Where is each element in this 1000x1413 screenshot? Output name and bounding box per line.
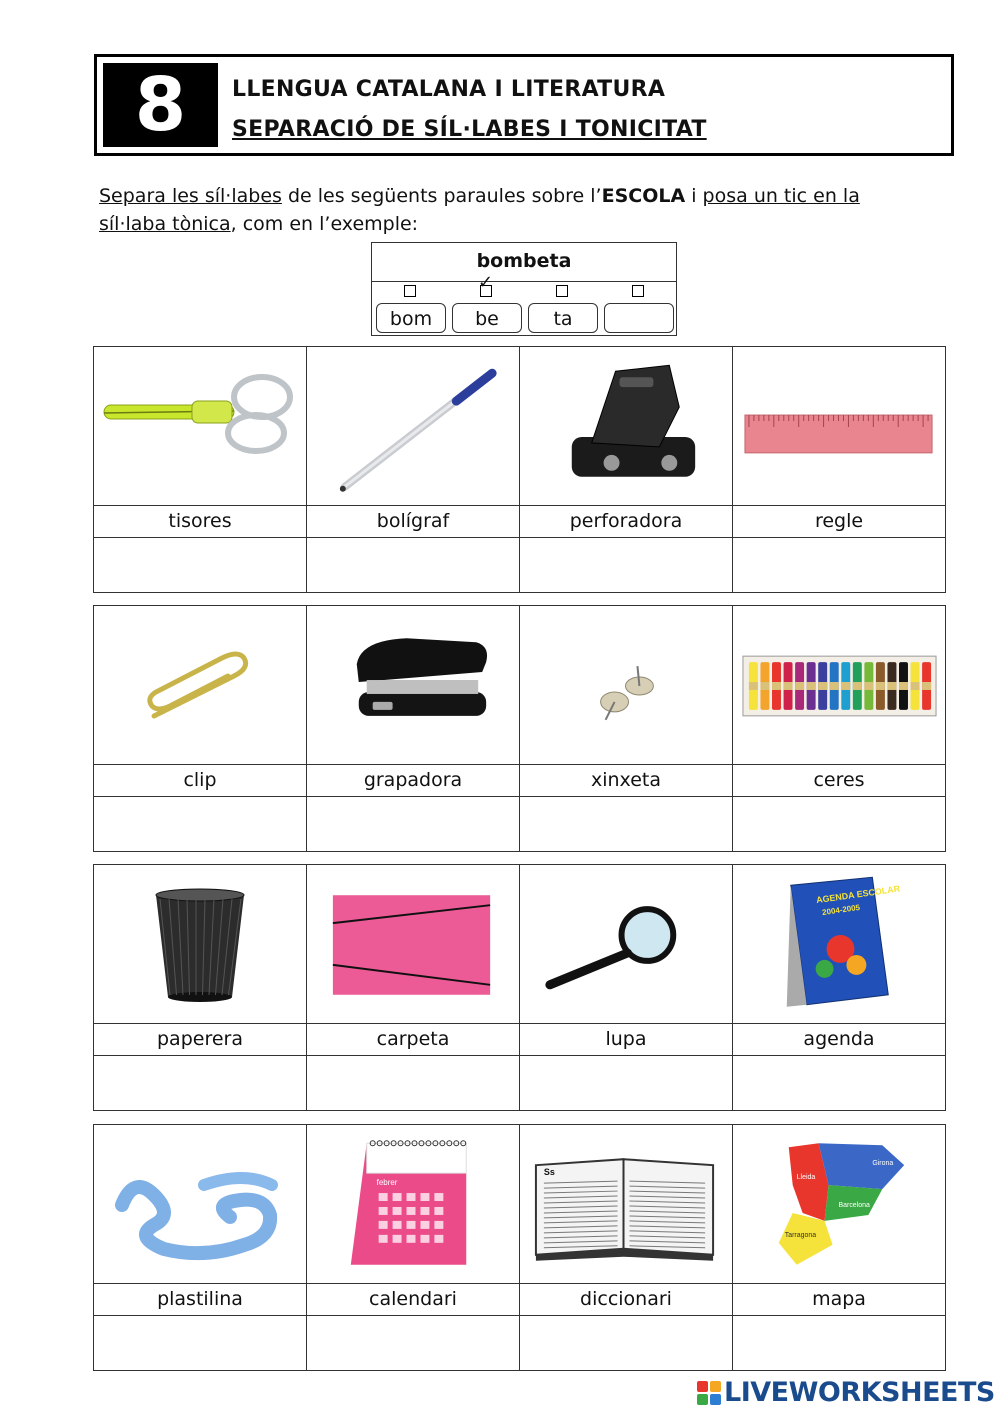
tonic-checkbox [556, 285, 568, 297]
item-picture [733, 1125, 945, 1284]
item-picture [94, 347, 306, 506]
item-picture [733, 606, 945, 765]
item-picture [94, 1125, 306, 1284]
syllable-box: bom [376, 303, 446, 333]
tonic-checkbox [632, 285, 644, 297]
item-picture [520, 865, 732, 1024]
tonic-checkbox [480, 285, 492, 297]
word-cell [307, 1125, 520, 1370]
word-label: ceres [733, 765, 945, 797]
subject-title: LLENGUA CATALANA I LITERATURA [232, 77, 666, 102]
word-cell [94, 347, 307, 592]
syllable-box: be [452, 303, 522, 333]
example-syllable-cell [452, 285, 522, 333]
svg-text:Barcelona: Barcelona [838, 1201, 870, 1209]
word-label: carpeta [307, 1024, 519, 1056]
answer-field[interactable] [307, 1056, 519, 1110]
lesson-subtitle: SEPARACIÓ DE SÍL·LABES I TONICITAT [232, 117, 707, 142]
answer-field[interactable] [307, 797, 519, 851]
answer-field[interactable] [307, 1316, 519, 1370]
item-picture [520, 606, 732, 765]
item-picture [520, 1125, 732, 1284]
example-syllable-cell [604, 285, 674, 333]
item-picture [733, 347, 945, 506]
instruction-text [99, 182, 929, 238]
example-syllable-cell [376, 285, 446, 333]
word-cell [307, 606, 520, 851]
word-grid [93, 605, 946, 852]
word-label: bolígraf [307, 506, 519, 538]
svg-text:AGENDA ESCOLAR: AGENDA ESCOLAR [815, 883, 901, 906]
syllable-box: ta [528, 303, 598, 333]
word-label: clip [94, 765, 306, 797]
word-label: plastilina [94, 1284, 306, 1316]
svg-text:2004-2005: 2004-2005 [821, 902, 861, 918]
item-picture [307, 1125, 519, 1284]
word-cell [307, 865, 520, 1110]
svg-text:Tarragona: Tarragona [784, 1231, 817, 1239]
instruction-part: , com en l’exemple: [230, 213, 419, 235]
answer-field[interactable] [520, 797, 732, 851]
answer-field[interactable] [733, 1056, 945, 1110]
item-picture [94, 606, 306, 765]
syllable-box [604, 303, 674, 333]
word-cell [733, 865, 945, 1110]
word-label: xinxeta [520, 765, 732, 797]
item-picture [307, 606, 519, 765]
answer-field[interactable] [733, 797, 945, 851]
answer-field[interactable] [733, 538, 945, 592]
word-cell [94, 606, 307, 851]
answer-field[interactable] [94, 1316, 306, 1370]
word-label: paperera [94, 1024, 306, 1056]
svg-text:Ss: Ss [543, 1167, 555, 1178]
answer-field[interactable] [94, 797, 306, 851]
word-cell [733, 347, 945, 592]
answer-field[interactable] [733, 1316, 945, 1370]
word-label: lupa [520, 1024, 732, 1056]
example-syllable-cell [528, 285, 598, 333]
instruction-part: posa un tic en la síl·laba tònica [99, 185, 860, 235]
brand-name: LIVEWORKSHEETS [724, 1377, 995, 1408]
word-label: calendari [307, 1284, 519, 1316]
answer-field[interactable] [520, 538, 732, 592]
word-label: mapa [733, 1284, 945, 1316]
word-cell [733, 606, 945, 851]
logo-mark-icon [697, 1381, 721, 1405]
word-cell [520, 1125, 733, 1370]
example-box [371, 242, 677, 336]
word-cell [520, 865, 733, 1110]
word-cell [733, 1125, 945, 1370]
svg-text:Girona: Girona [872, 1160, 894, 1168]
item-picture [94, 865, 306, 1024]
word-label: regle [733, 506, 945, 538]
word-label: agenda [733, 1024, 945, 1056]
answer-field[interactable] [307, 538, 519, 592]
word-label: tisores [94, 506, 306, 538]
example-syllable-row [376, 285, 672, 333]
instruction-part: de les següents paraules sobre l’ [281, 185, 602, 207]
item-picture [733, 865, 945, 1024]
word-grid [93, 1124, 946, 1371]
svg-text:febrer: febrer [376, 1178, 398, 1188]
word-grid [93, 346, 946, 593]
answer-field[interactable] [520, 1056, 732, 1110]
item-picture [307, 347, 519, 506]
svg-text:Lleida: Lleida [796, 1174, 816, 1182]
word-label: diccionari [520, 1284, 732, 1316]
word-label: grapadora [307, 765, 519, 797]
word-cell [520, 606, 733, 851]
instruction-keyword: ESCOLA [601, 185, 686, 207]
item-picture [307, 865, 519, 1024]
word-cell [94, 1125, 307, 1370]
unit-number-badge: 8 [103, 63, 218, 147]
word-cell [307, 347, 520, 592]
worksheet-header [94, 54, 954, 156]
word-label: perforadora [520, 506, 732, 538]
example-word: bombeta [372, 243, 676, 282]
word-cell [94, 865, 307, 1110]
instruction-part: Separa les síl·labes [99, 185, 282, 207]
answer-field[interactable] [94, 1056, 306, 1110]
answer-field[interactable] [94, 538, 306, 592]
tonic-checkbox [404, 285, 416, 297]
answer-field[interactable] [520, 1316, 732, 1370]
word-grid [93, 864, 946, 1111]
instruction-part: i [685, 185, 703, 207]
word-cell [520, 347, 733, 592]
item-picture [520, 347, 732, 506]
